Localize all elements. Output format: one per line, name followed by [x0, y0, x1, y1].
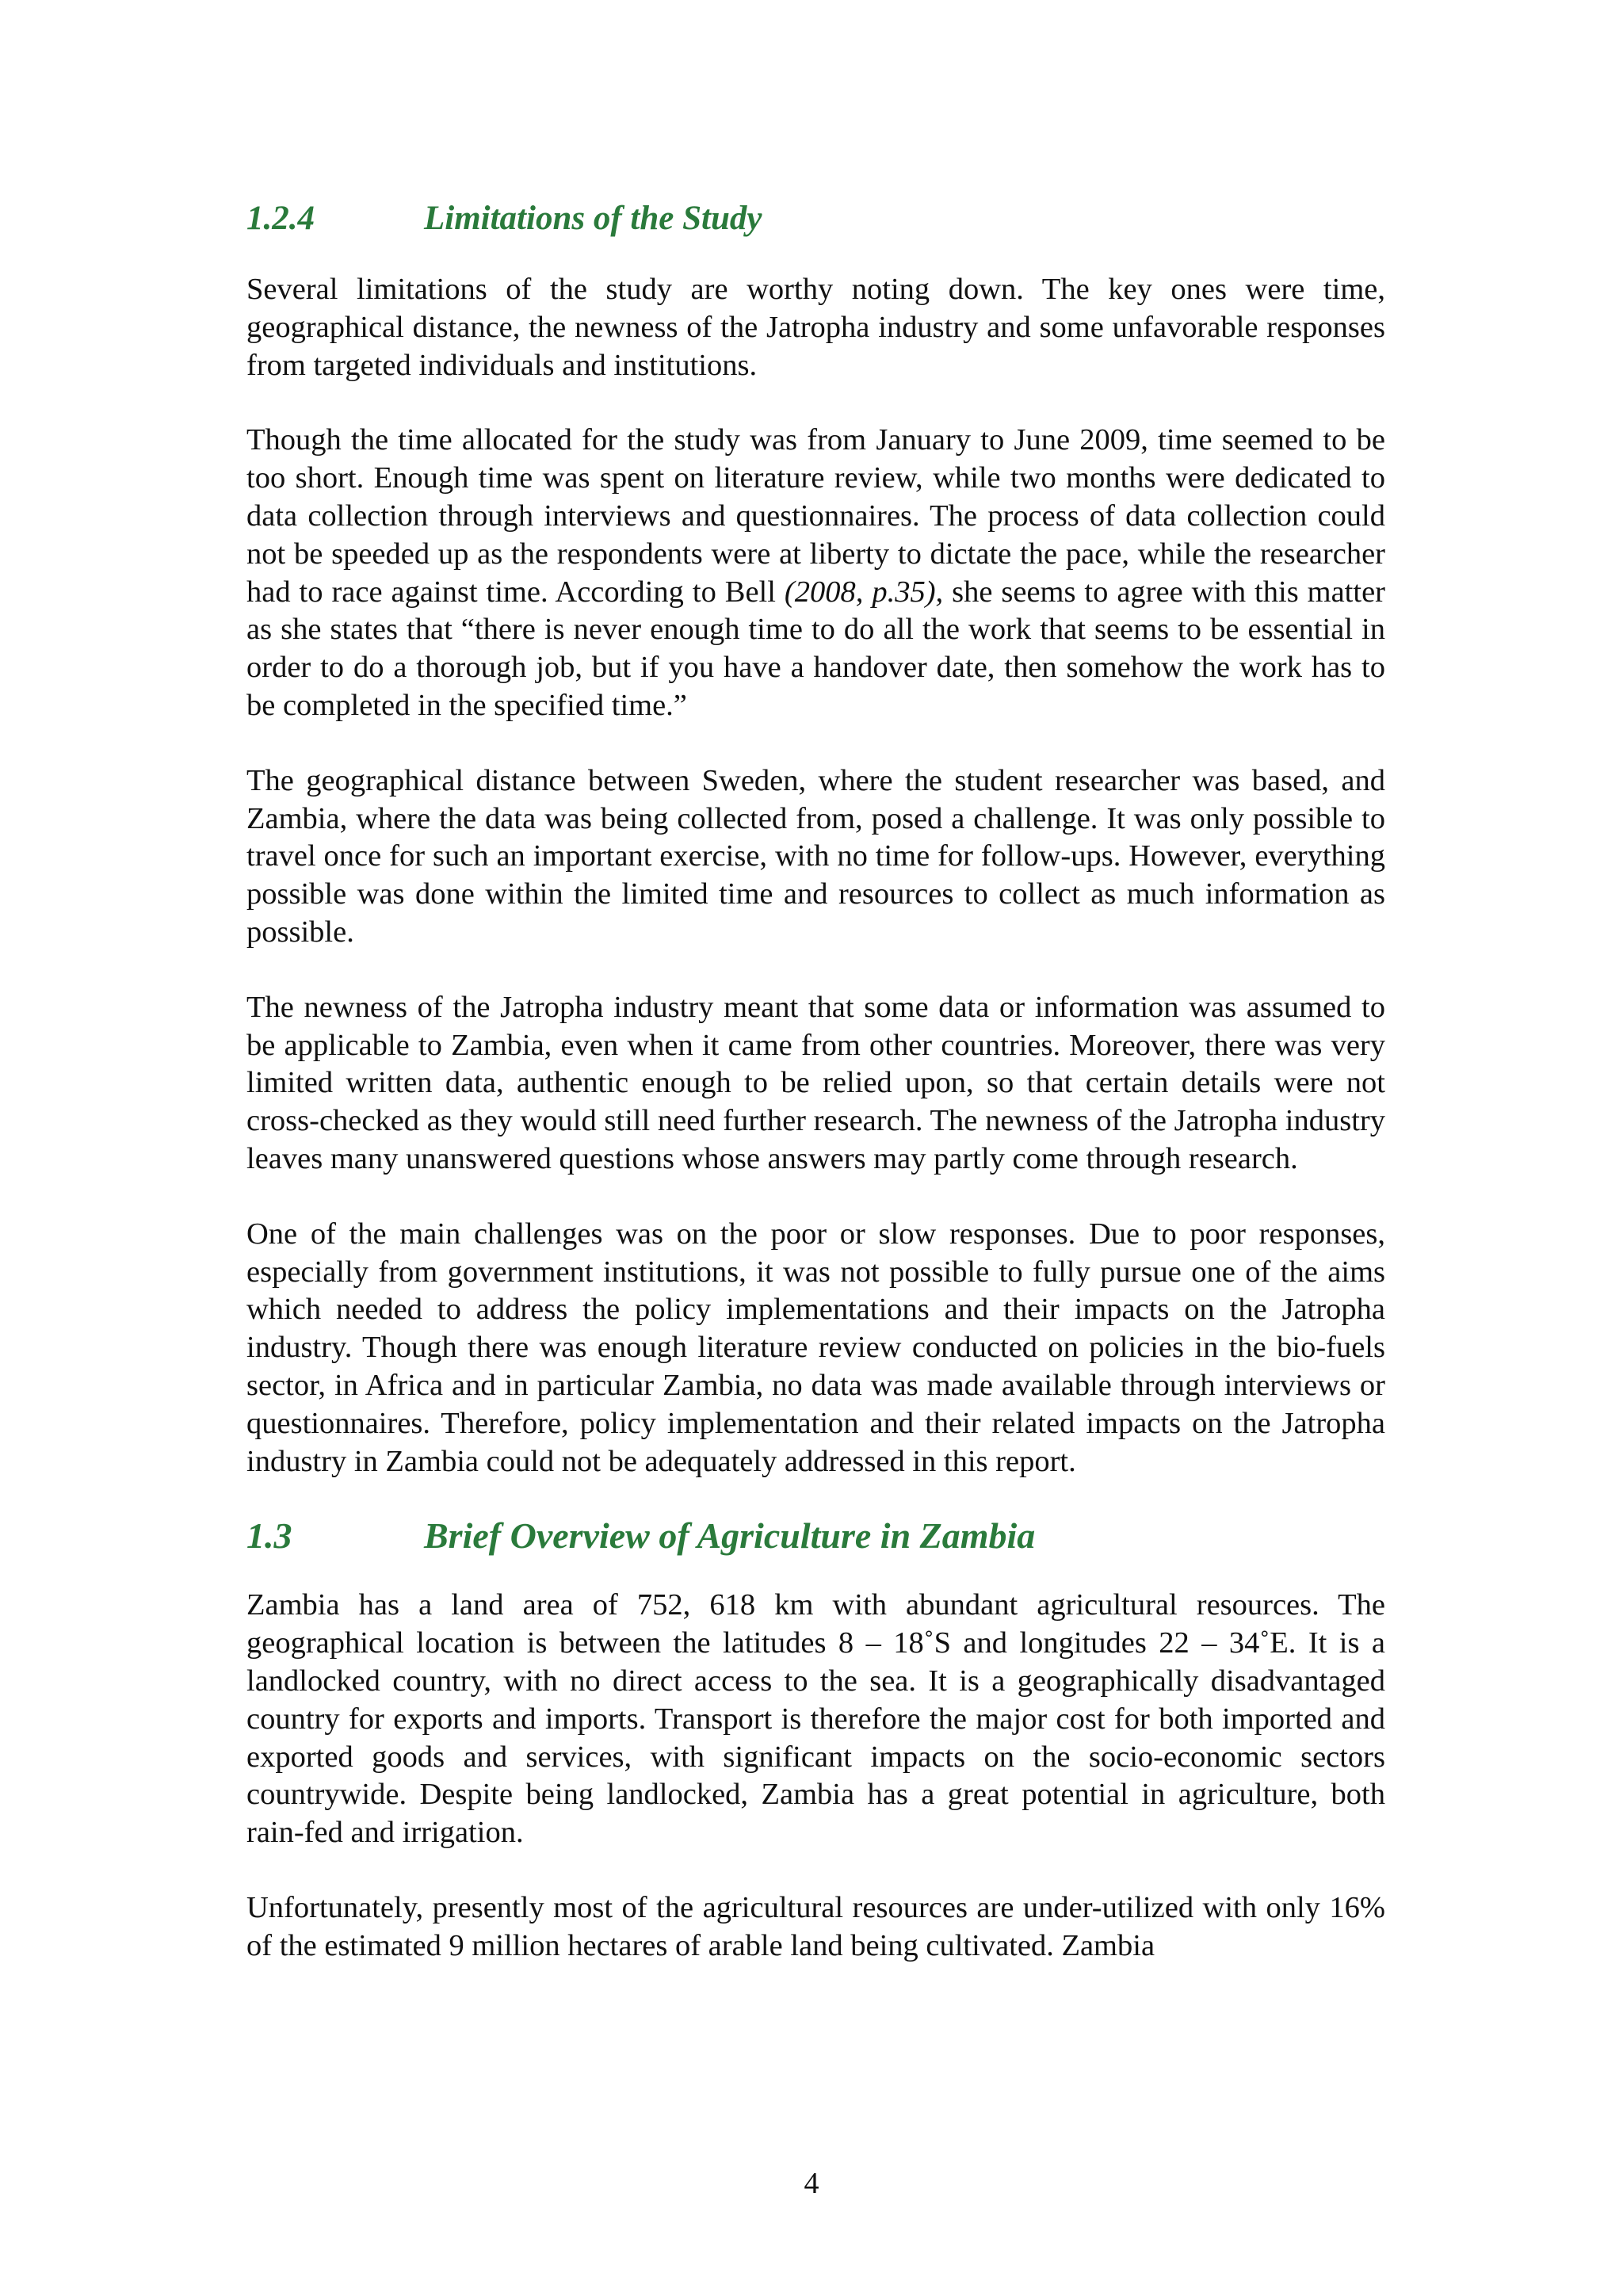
section-title: Limitations of the Study — [424, 200, 762, 237]
section-heading-1-2-4 — [246, 197, 1385, 241]
section-number: 1.2.4 — [246, 200, 315, 237]
paragraph-poor-responses: One of the main challenges was on the poor or slow responses. Due to poor responses, especially from government institutions, it was not possible to fully pursue one of the aims which needed to address the policy implementations and their impacts on the Jatropha industry. Though there was enough literature review conducted on policies in the bio-fuels sector, in Africa and in particular Zambia, no data was made available through interviews or questionnaires. Therefore, policy implementation and their related impacts on the Jatropha industry in Zambia could not be adequately addressed in this report. — [246, 1217, 1385, 1478]
paragraph-limitations-intro: Several limitations of the study are worthy noting down. The key ones were time, geographical distance, the newness of the Jatropha industry and some unfavorable responses from targeted individuals and institutions. — [246, 273, 1385, 382]
citation: (2008, p.35), — [784, 575, 944, 609]
section-heading-1-3 — [246, 1512, 1385, 1560]
paragraph-zambia-geography: Zambia has a land area of 752, 618 km with abundant agricultural resources. The geographical location is between the latitudes 8 – 18˚S and longitudes 22 – 34˚E. It is a landlocked country, with no direct access to the sea. It is a geographically disadvantaged country for exports and imports. Transport is therefore the major cost for both imported and exported goods and services, with significant impacts on the socio-economic sectors countrywide. Despite being landlocked, Zambia has a great potential in agriculture, both rain-fed and irrigation. — [246, 1588, 1385, 1850]
page-number: 4 — [804, 2167, 819, 2200]
section-title: Brief Overview of Agriculture in Zambia — [424, 1515, 1036, 1557]
paragraph-text: Though the time allocated for the study was from January to June 2009, time seemed to be too short. Enough time was spent on literature review, while two months were dedicated to data collection through interviews and questionnaires. The process of data collection could not be speeded up as the respondents were at liberty to dictate the pace, while the researcher had to race against time. According to Bell — [246, 423, 1385, 609]
paragraph-industry-newness: The newness of the Jatropha industry meant that some data or information was assumed to be applicable to Zambia, even when it came from other countries. Moreover, there was very limited written data, authentic enough to be relied upon, so that certain details were not cross-checked as they would still need further research. The newness of the Jatropha industry leaves many unanswered questions whose answers may partly come through research. — [246, 990, 1385, 1175]
paragraph-time-limitation — [246, 422, 1385, 724]
paragraph-geographical-distance: The geographical distance between Sweden, where the student researcher was based, and Zambia, where the data was being collected from, posed a challenge. It was only possible to travel once for such an important exercise, with no time for follow-ups. However, everything possible was done within the limited time and resources to collect as much information as possible. — [246, 763, 1385, 949]
document-page — [246, 197, 1385, 2002]
paragraph-text: she seems to agree with this matter as she states that “there is never enough time to do all the work that seems to be essential in order to do a thorough job, but if you have a handover date, then somehow the work has to be completed in the specified time.” — [246, 575, 1385, 722]
section-number: 1.3 — [246, 1515, 292, 1557]
paragraph-agricultural-resources: Unfortunately, presently most of the agricultural resources are under-utilized with only 16% of the estimated 9 million hectares of arable land being cultivated. Zambia — [246, 1890, 1385, 1962]
